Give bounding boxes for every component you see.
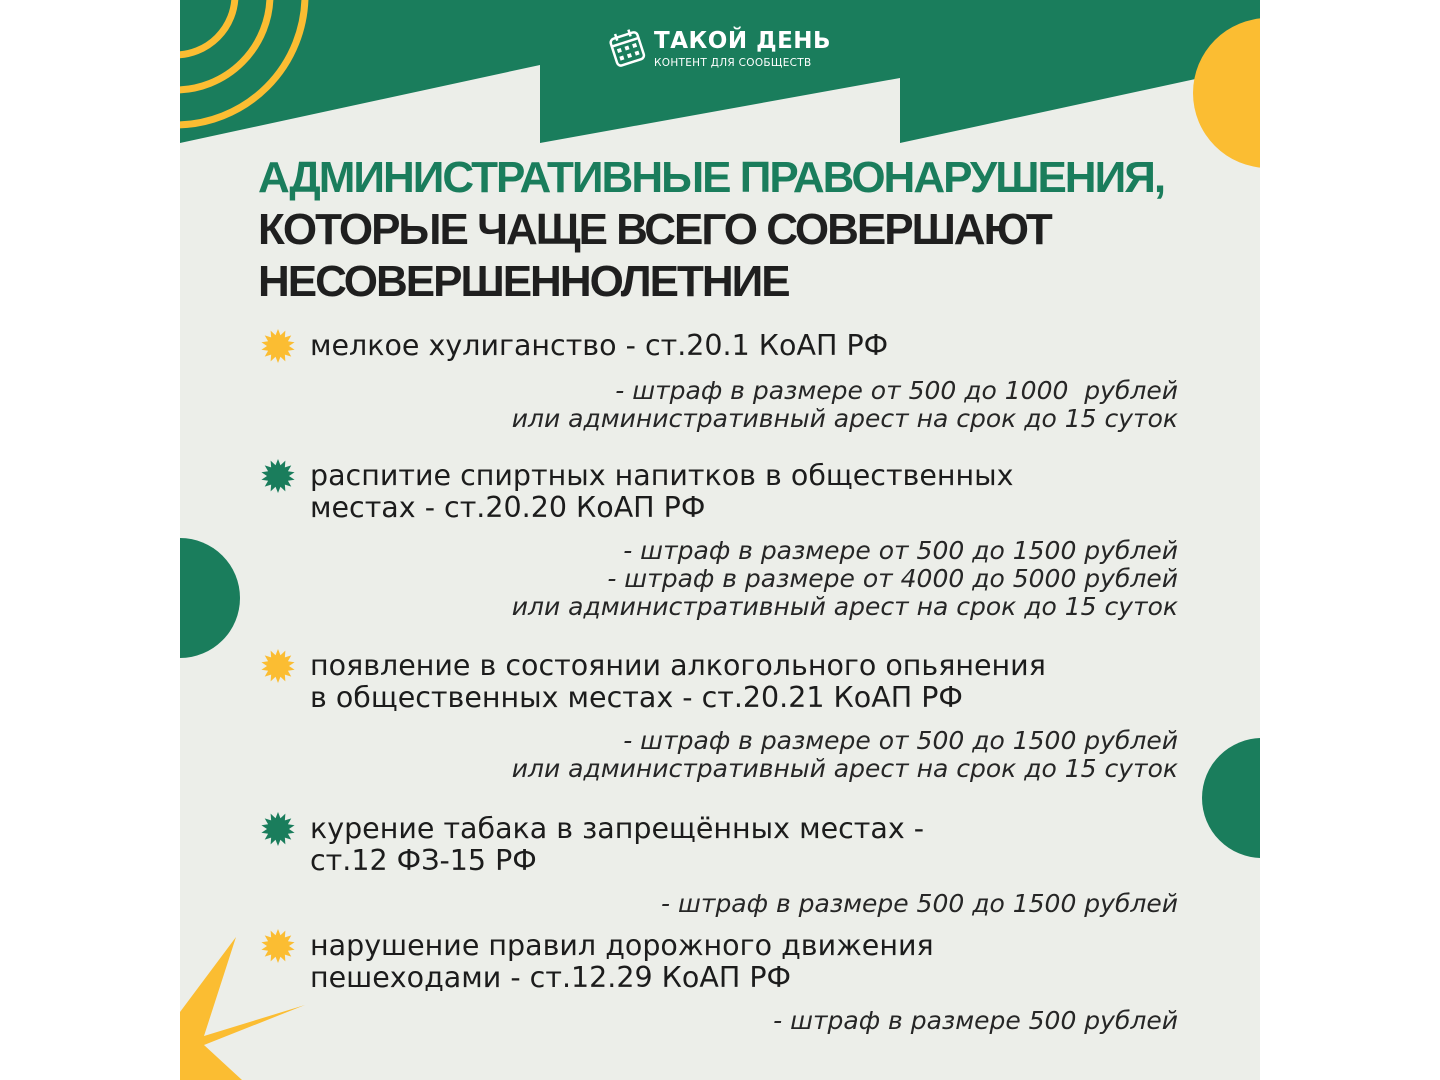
offense-title: [310, 460, 1014, 524]
logo-text: [654, 28, 831, 69]
green-half-circle-left: [180, 538, 240, 658]
offense-title: [310, 813, 924, 877]
penalty-text: или административный арест на срок до 15 суток: [511, 404, 1178, 433]
calendar-icon: [608, 26, 646, 70]
penalty-list: [260, 1007, 1178, 1035]
offense-title-line: в общественных местах - ст.20.21 КоАП РФ: [310, 681, 963, 714]
penalty-text: или административный арест на срок до 15 суток: [511, 592, 1178, 621]
offense-title-line: пешеходами - ст.12.29 КоАП РФ: [310, 961, 792, 994]
offense-header: [260, 330, 1180, 364]
offense-item: [260, 650, 1180, 783]
offense-title-line: нарушение правил дорожного движения: [310, 929, 934, 962]
offense-item: [260, 930, 1180, 1035]
offense-title: [310, 650, 1046, 714]
title-line-3: НЕСОВЕРШЕННОЛЕТНИЕ: [258, 257, 789, 306]
offense-header: [260, 930, 1180, 994]
title-line-2: КОТОРЫЕ ЧАЩЕ ВСЕГО СОВЕРШАЮТ: [258, 205, 1051, 254]
sun-burst-icon: [260, 928, 296, 964]
offense-title-line: курение табака в запрещённых местах -: [310, 812, 925, 845]
penalty-list: [260, 727, 1178, 783]
penalty-text: - штраф в размере от 500 до 1500 рублей: [623, 726, 1178, 755]
offense-header: [260, 650, 1180, 714]
penalty-text: - штраф в размере 500 рублей: [773, 1006, 1178, 1035]
infographic-card: [180, 0, 1260, 1080]
title-line-1: АДМИНИСТРАТИВНЫЕ ПРАВОНАРУШЕНИЯ,: [258, 153, 1165, 202]
penalty-list: [260, 537, 1178, 621]
offense-title-line: ст.12 ФЗ-15 РФ: [310, 844, 537, 877]
offense-item: [260, 813, 1180, 918]
penalty-list: [260, 377, 1178, 433]
penalty-text: - штраф в размере 500 до 1500 рублей: [661, 889, 1178, 918]
green-half-circle-right: [1202, 738, 1260, 858]
offense-title-line: мелкое хулиганство - ст.20.1 КоАП РФ: [310, 329, 889, 362]
sun-burst-icon: [260, 648, 296, 684]
sun-burst-icon: [260, 328, 296, 364]
page-title: [258, 152, 1164, 308]
penalty-text: - штраф в размере от 500 до 1000 рублей: [615, 376, 1178, 405]
offense-header: [260, 813, 1180, 877]
offense-item: [260, 460, 1180, 621]
penalty-text: или административный арест на срок до 15 суток: [511, 754, 1178, 783]
offense-header: [260, 460, 1180, 524]
penalty-text: - штраф в размере от 500 до 1500 рублей: [623, 536, 1178, 565]
offense-title-line: появление в состоянии алкогольного опьянения: [310, 649, 1046, 682]
sun-burst-icon: [260, 811, 296, 847]
logo-title: ТАКОЙ ДЕНЬ: [654, 27, 832, 54]
offense-title: [310, 930, 934, 994]
logo-subtitle: КОНТЕНТ ДЛЯ СООБЩЕСТВ: [654, 56, 812, 69]
top-green-banner: [180, 0, 1260, 143]
offense-title-line: распитие спиртных напитков в общественных: [310, 459, 1014, 492]
offense-item: [260, 330, 1180, 433]
offense-title-line: местах - ст.20.20 КоАП РФ: [310, 491, 706, 524]
sun-burst-icon: [260, 458, 296, 494]
brand-logo: [608, 26, 831, 70]
penalty-text: - штраф в размере от 4000 до 5000 рублей: [607, 564, 1178, 593]
offense-title: [310, 330, 888, 362]
penalty-list: [260, 890, 1178, 918]
